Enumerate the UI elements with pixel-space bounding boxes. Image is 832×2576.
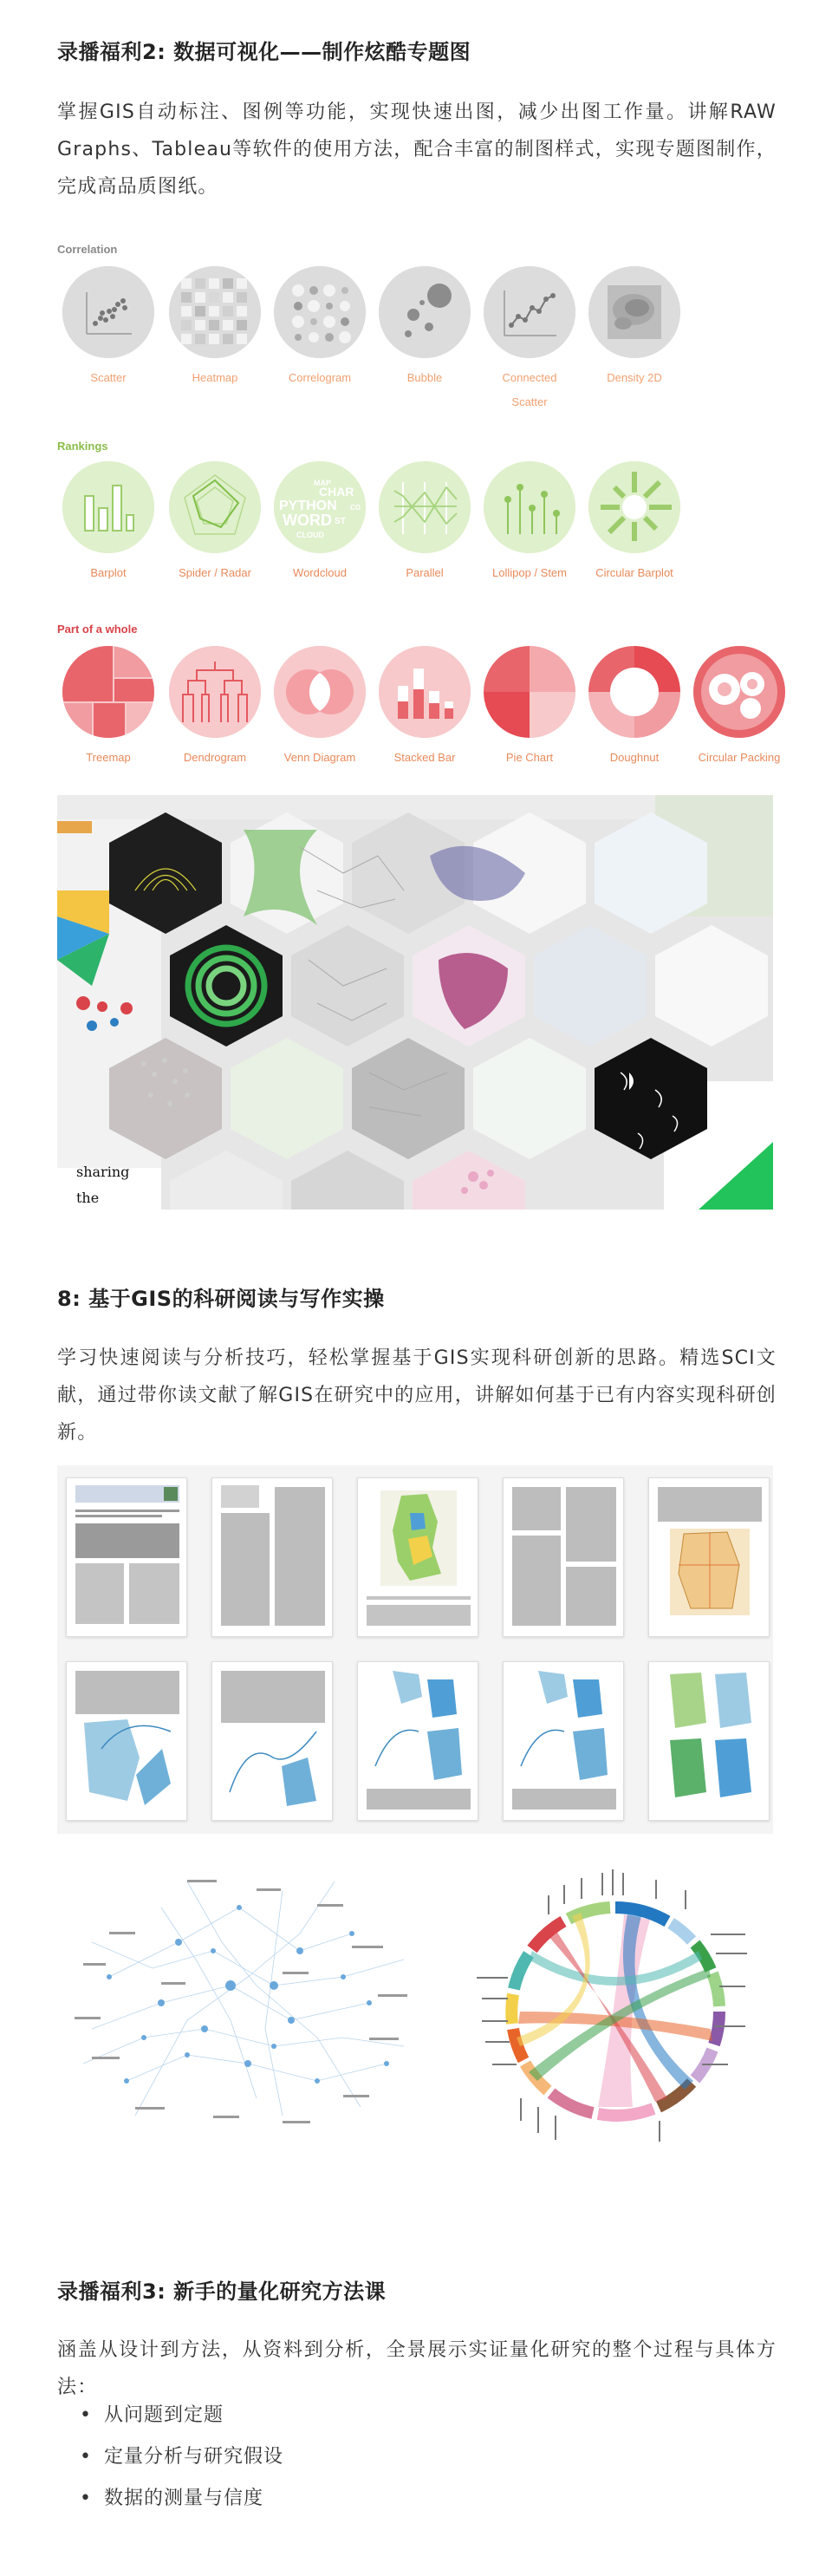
heatmap-thumbnail xyxy=(169,266,261,358)
paper-page xyxy=(211,1661,333,1821)
svg-text:CO: CO xyxy=(350,504,361,512)
thumb-label-bubble: Bubble xyxy=(406,371,443,384)
paper-page xyxy=(357,1661,478,1821)
paper-page xyxy=(357,1477,478,1637)
list-item: • 从问题到定题 xyxy=(80,2395,283,2436)
correlogram-thumbnail xyxy=(274,266,366,358)
chord-diagram-image xyxy=(451,1855,780,2168)
stacked-bar-thumbnail xyxy=(379,646,471,738)
thumb-label-parallel: Parallel xyxy=(406,566,444,579)
barplot-thumbnail xyxy=(62,461,154,553)
paper-page xyxy=(66,1661,187,1821)
section2-heading: 8: 基于GIS的科研阅读与写作实操 xyxy=(57,1287,385,1311)
pie-chart-thumbnail xyxy=(484,646,575,738)
doughnut-thumbnail xyxy=(588,646,680,738)
thumb-label-treemap: Treemap xyxy=(86,751,131,764)
venn-diagram-thumbnail xyxy=(274,646,366,738)
section1-heading: 录播福利2: 数据可视化——制作炫酷专题图 xyxy=(57,40,471,64)
group-title-part-of-whole: Part of a whole xyxy=(57,623,138,636)
list-item: • 数据的测量与信度 xyxy=(80,2478,283,2520)
thumb-label-connected-scatter: Connected Scatter xyxy=(502,371,557,408)
thumb-label-wordcloud: Wordcloud xyxy=(293,566,347,579)
section3-heading: 录播福利3: 新手的量化研究方法课 xyxy=(57,2279,387,2304)
thumb-label-stacked-bar: Stacked Bar xyxy=(393,751,456,764)
thumb-label-scatter: Scatter xyxy=(90,371,127,384)
svg-text:CHAR: CHAR xyxy=(319,485,354,499)
thumb-label-heatmap: Heatmap xyxy=(192,371,238,384)
paper-page xyxy=(503,1477,624,1637)
research-papers-image xyxy=(57,1465,773,1834)
treemap-thumbnail xyxy=(62,646,154,738)
paper-page xyxy=(66,1477,187,1637)
thumb-label-pie-chart: Pie Chart xyxy=(505,751,554,764)
paper-page xyxy=(648,1477,770,1637)
list-item: • 定量分析与研究假设 xyxy=(80,2436,283,2478)
group-title-rankings: Rankings xyxy=(57,440,108,453)
lollipop-stem-thumbnail xyxy=(484,461,575,553)
svg-text:CLOUD: CLOUD xyxy=(296,531,324,539)
thumb-label-spider-radar: Spider / Radar xyxy=(179,566,251,579)
thumb-label-venn-diagram: Venn Diagram xyxy=(283,751,356,764)
circular-barplot-thumbnail xyxy=(588,461,680,553)
thumb-label-doughnut: Doughnut xyxy=(609,751,660,764)
thumb-label-circular-packing: Circular Packing xyxy=(698,751,781,764)
paper-page xyxy=(648,1661,770,1821)
network-graph-image xyxy=(57,1855,421,2142)
thumb-label-lollipop-stem: Lollipop / Stem xyxy=(492,566,567,579)
wordcloud-thumbnail xyxy=(274,461,366,553)
svg-text:ST: ST xyxy=(335,517,346,526)
spider-radar-thumbnail xyxy=(169,461,261,553)
svg-text:MAP: MAP xyxy=(314,479,331,487)
collage-text-sharing: sharing xyxy=(76,1164,130,1180)
thumb-label-dendrogram: Dendrogram xyxy=(183,751,247,764)
group-title-correlation: Correlation xyxy=(57,243,118,256)
density-2d-thumbnail xyxy=(588,266,680,358)
thumb-label-density-2d: Density 2D xyxy=(607,371,662,384)
circular-packing-thumbnail xyxy=(693,646,785,738)
method-bullet-list xyxy=(80,2395,283,2520)
connected-scatter-thumbnail xyxy=(484,266,575,358)
parallel-thumbnail xyxy=(379,461,471,553)
svg-text:WORD: WORD xyxy=(283,512,332,529)
dendrogram-thumbnail xyxy=(169,646,261,738)
scatter-thumbnail xyxy=(62,266,154,358)
section1-paragraph: 掌握GIS自动标注、图例等功能，实现快速出图，减少出图工作量。讲解RAW Graphs、Tableau等软件的使用方法，配合丰富的制图样式，实现专题图制作，完成高品质图纸。 xyxy=(57,101,797,198)
visualization-collage-image xyxy=(57,795,773,1210)
svg-text:PYTHON: PYTHON xyxy=(279,499,337,513)
section3-paragraph: 涵盖从设计到方法，从资料到分析，全景展示实证量化研究的整个过程与具体方法： xyxy=(57,2339,777,2398)
paper-page xyxy=(503,1661,624,1821)
thumb-label-barplot: Barplot xyxy=(90,566,127,579)
collage-text-the: the xyxy=(76,1190,100,1206)
bubble-thumbnail xyxy=(379,266,471,358)
section2-paragraph: 学习快速阅读与分析技巧，轻松掌握基于GIS实现科研创新的思路。精选SCI文献，通过带你读文献了解GIS在研究中的应用，讲解如何基于已有内容实现科研创新。 xyxy=(57,1347,777,1444)
thumb-label-circular-barplot: Circular Barplot xyxy=(595,566,673,579)
paper-page xyxy=(211,1477,333,1637)
thumb-label-correlogram: Correlogram xyxy=(288,371,352,384)
